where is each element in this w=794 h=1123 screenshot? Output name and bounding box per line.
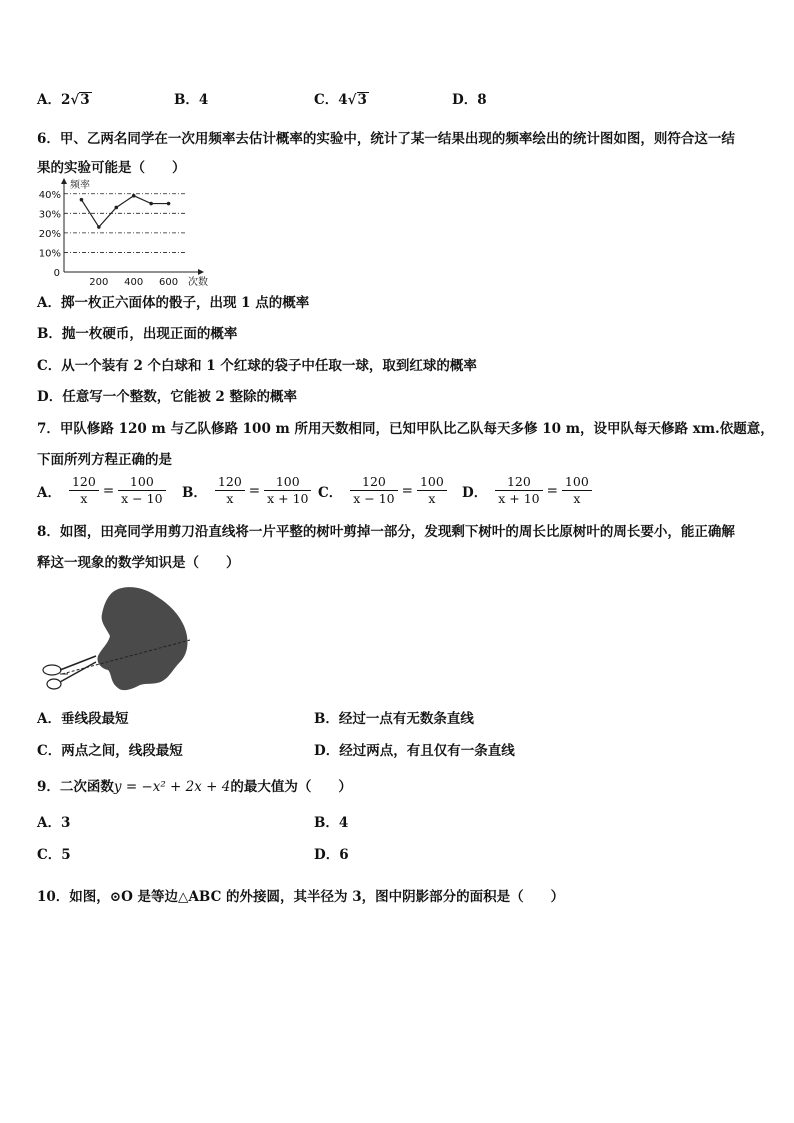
q9-option-a: A．3	[37, 815, 71, 831]
data-point	[114, 206, 118, 210]
q9-formula: y = −x² + 2x + 4	[113, 779, 231, 795]
y-tick-label: 10%	[38, 248, 61, 260]
q9-stem	[37, 775, 352, 795]
denominator: x	[428, 491, 436, 506]
q8-stem-line2: 释这一现象的数学知识是（ ）	[37, 555, 240, 571]
origin-label: 0	[53, 268, 60, 279]
data-point	[167, 202, 171, 206]
q5-option-c-label: C．4	[314, 92, 348, 108]
q7-option-b	[182, 474, 313, 507]
q8-option-b: B．经过一点有无数条直线	[314, 711, 474, 727]
x-axis-label: 次数	[188, 277, 208, 288]
leaf-scissors-figure	[38, 582, 194, 698]
numerator: 100	[264, 474, 311, 491]
denominator: x	[573, 491, 581, 506]
numerator: 100	[562, 474, 592, 491]
q5-option-b: B．4	[174, 92, 209, 108]
fraction	[495, 474, 542, 507]
sqrt-symbol: √3	[70, 92, 90, 108]
fraction	[215, 474, 245, 507]
leaf-shape	[97, 587, 187, 690]
denominator: x + 10	[267, 491, 309, 506]
q5-option-d: D．8	[452, 92, 487, 108]
numerator: 100	[417, 474, 447, 491]
q5-option-a-label: A．2	[37, 92, 71, 108]
q5-option-c	[314, 88, 369, 108]
denominator: x − 10	[353, 491, 395, 506]
q7-option-label: A．	[37, 484, 61, 501]
numerator: 120	[350, 474, 397, 491]
data-point	[149, 202, 153, 206]
x-tick-label: 200	[89, 277, 109, 288]
q9-option-b: B．4	[314, 815, 349, 831]
q6-option-b: B．抛一枚硬币，出现正面的概率	[37, 326, 238, 342]
equals-sign: =	[102, 482, 115, 499]
q8-option-a: A．垂线段最短	[37, 711, 129, 727]
numerator: 120	[69, 474, 99, 491]
equals-sign: =	[248, 482, 261, 499]
y-axis-arrow-icon	[61, 178, 67, 184]
q7-option-label: C．	[318, 484, 343, 501]
series-line	[81, 196, 168, 227]
q7-stem-line1: 7．甲队修路 120 m 与乙队修路 100 m 所用天数相同，已知甲队比乙队每天多修 10 m，设甲队每天修路 xm.依题意，	[37, 421, 774, 437]
fraction	[562, 474, 592, 507]
q9-option-c: C．5	[37, 847, 71, 863]
q7-option-c	[318, 474, 449, 507]
q7-option-a	[37, 474, 168, 507]
q8-stem-line1: 8．如图，田亮同学用剪刀沿直线将一片平整的树叶剪掉一部分，发现剩下树叶的周长比原树叶的周长要小，能正确解	[37, 524, 735, 540]
q6-stem-line2: 果的实验可能是（ ）	[37, 160, 186, 176]
q5-option-c-radicand: 3	[357, 92, 367, 108]
q10-stem: 10．如图，⊙O 是等边△ABC 的外接圆，其半径为 3，图中阴影部分的面积是（ ）	[37, 889, 565, 905]
fraction	[264, 474, 311, 507]
fraction	[350, 474, 397, 507]
fraction	[69, 474, 99, 507]
y-tick-label: 20%	[38, 228, 61, 240]
q6-stem-line1: 6．甲、乙两名同学在一次用频率去估计概率的实验中，统计了某一结果出现的频率绘出的统计图如图，则符合这一结	[37, 131, 735, 147]
q5-option-a	[37, 88, 92, 108]
q7-option-label: D．	[462, 484, 488, 501]
sqrt-symbol: √3	[347, 92, 367, 108]
denominator: x − 10	[121, 491, 163, 506]
denominator: x	[80, 491, 88, 506]
data-point	[80, 198, 84, 202]
q9-prefix: 9．二次函数	[37, 779, 114, 795]
q9-option-d: D．6	[314, 847, 349, 863]
q7-stem-line2: 下面所列方程正确的是	[37, 452, 172, 468]
q7-option-label: B．	[182, 484, 207, 501]
equals-sign: =	[401, 482, 413, 499]
x-tick-label: 400	[124, 277, 144, 288]
denominator: x + 10	[498, 491, 540, 506]
denominator: x	[226, 491, 234, 506]
fraction	[417, 474, 447, 507]
numerator: 100	[118, 474, 165, 491]
q5-option-a-radicand: 3	[80, 92, 90, 108]
q6-option-a: A．掷一枚正六面体的骰子，出现 1 点的概率	[37, 295, 310, 311]
q8-option-c: C．两点之间，线段最短	[37, 743, 183, 759]
q7-option-d	[462, 474, 594, 507]
numerator: 120	[215, 474, 245, 491]
q7-options	[37, 474, 617, 514]
q6-option-c: C．从一个装有 2 个白球和 1 个红球的袋子中任取一球，取到红球的概率	[37, 358, 477, 374]
numerator: 120	[495, 474, 542, 491]
y-axis-label: 频率	[70, 180, 90, 191]
x-tick-label: 600	[159, 277, 179, 288]
q9-suffix: 的最大值为（ ）	[230, 779, 352, 795]
data-point	[97, 225, 101, 229]
q8-option-d: D．经过两点，有且仅有一条直线	[314, 743, 515, 759]
fraction	[118, 474, 165, 507]
equals-sign: =	[546, 482, 558, 499]
y-tick-label: 30%	[38, 209, 61, 221]
y-tick-label: 40%	[38, 189, 61, 201]
data-point	[132, 194, 136, 198]
q6-option-d: D．任意写一个整数，它能被 2 整除的概率	[37, 389, 297, 405]
x-axis-arrow-icon	[198, 269, 204, 275]
frequency-line-chart	[36, 178, 226, 288]
